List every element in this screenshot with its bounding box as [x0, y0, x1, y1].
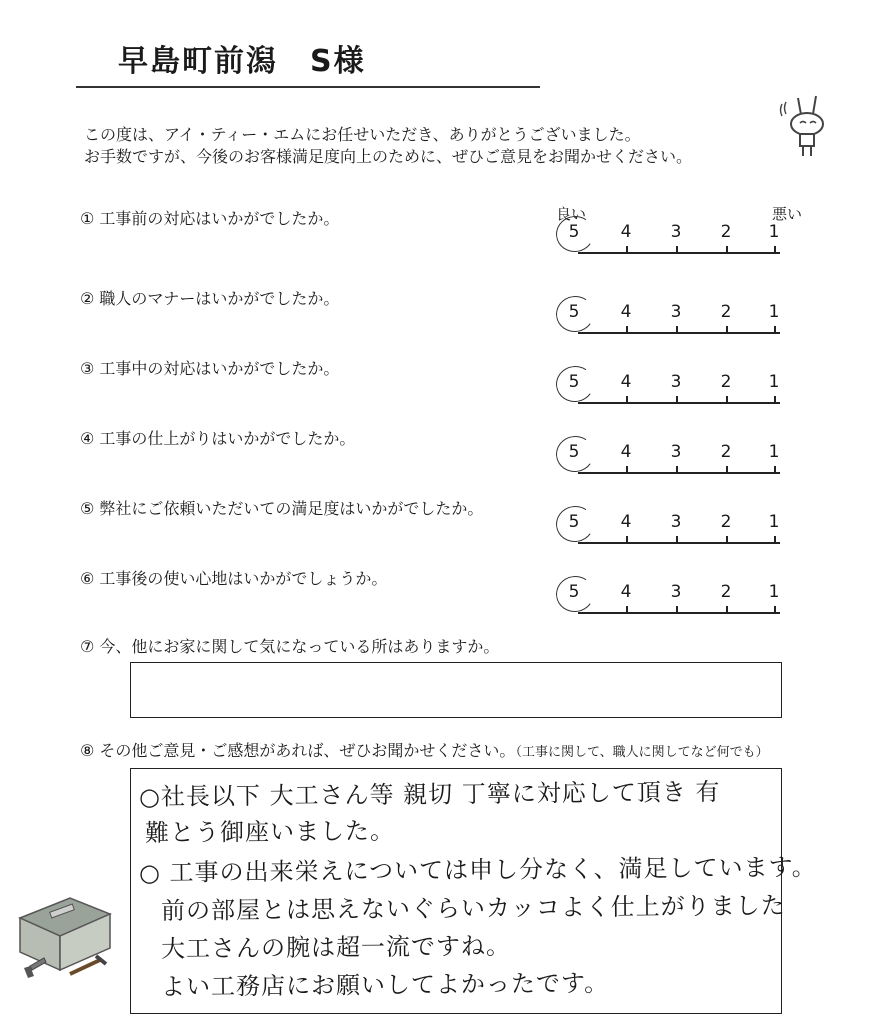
- handwritten-line: ○社長以下 大工さん等 親切 丁寧に対応して頂き 有: [138, 777, 721, 811]
- scale-option-3[interactable]: 3: [670, 302, 682, 322]
- rating-scale-3[interactable]: [558, 374, 798, 414]
- question-6-text: ⑥ 工事後の使い心地はいかがでしょうか。: [80, 569, 388, 588]
- scale-tick: [774, 246, 776, 254]
- selected-answer-circle: [553, 573, 597, 615]
- scale-option-3[interactable]: 3: [670, 222, 682, 242]
- question-8-note: （工事に関して、職人に関してなど何でも）: [515, 745, 769, 760]
- scale-tick: [676, 606, 678, 614]
- scale-option-1[interactable]: 1: [768, 302, 780, 322]
- scale-option-3[interactable]: 3: [670, 582, 682, 602]
- scale-tick: [626, 396, 628, 404]
- scale-option-1[interactable]: 1: [768, 582, 780, 602]
- scale-option-3[interactable]: 3: [670, 372, 682, 392]
- scale-line: [578, 252, 780, 254]
- question-4-text: ④ 工事の仕上がりはいかがでしたか。: [80, 429, 356, 448]
- scale-option-1[interactable]: 1: [768, 442, 780, 462]
- scale-option-5[interactable]: 5: [568, 372, 580, 392]
- scale-line: [578, 402, 780, 404]
- rating-scale-4[interactable]: [558, 444, 798, 484]
- selected-answer-circle: [553, 503, 597, 545]
- scale-option-4[interactable]: 4: [620, 302, 632, 322]
- scale-tick: [626, 466, 628, 474]
- scale-tick: [774, 326, 776, 334]
- scale-option-1[interactable]: 1: [768, 222, 780, 242]
- scale-tick: [676, 536, 678, 544]
- scale-option-5[interactable]: 5: [568, 222, 580, 242]
- scale-option-2[interactable]: 2: [720, 442, 732, 462]
- scale-option-3[interactable]: 3: [670, 512, 682, 532]
- scale-option-1[interactable]: 1: [768, 512, 780, 532]
- scale-tick: [676, 326, 678, 334]
- scale-tick: [774, 466, 776, 474]
- scale-option-5[interactable]: 5: [568, 442, 580, 462]
- scale-line: [578, 612, 780, 614]
- scale-option-5[interactable]: 5: [568, 512, 580, 532]
- scale-tick: [726, 326, 728, 334]
- selected-answer-circle: [553, 293, 597, 335]
- scale-tick: [774, 536, 776, 544]
- title-underline: [76, 86, 540, 88]
- intro-text: [84, 124, 692, 168]
- question-3-text: ③ 工事中の対応はいかがでしたか。: [80, 359, 340, 378]
- question-8-answer-box[interactable]: [130, 768, 817, 1014]
- scale-option-2[interactable]: 2: [720, 302, 732, 322]
- question-7-text: ⑦ 今、他にお家に関して気になっている所はありますか。: [80, 637, 500, 656]
- intro-line-1: この度は、アイ・ティー・エムにお任せいただき、ありがとうございました。: [84, 125, 641, 144]
- scale-option-4[interactable]: 4: [620, 582, 632, 602]
- intro-line-2: お手数ですが、今後のお客様満足度向上のために、ぜひご意見をお聞かせください。: [84, 147, 693, 166]
- scale-line: [578, 332, 780, 334]
- rabbit-mascot-icon: [776, 90, 836, 160]
- selected-answer-circle: [553, 363, 597, 405]
- handwritten-line: 難とう御座いました。: [144, 816, 396, 847]
- handwritten-line: 前の部屋とは思えないぐらいカッコよく仕上がりました: [160, 891, 786, 925]
- scale-tick: [774, 606, 776, 614]
- scale-option-2[interactable]: 2: [720, 372, 732, 392]
- scale-tick: [726, 606, 728, 614]
- scale-option-3[interactable]: 3: [670, 442, 682, 462]
- scale-option-4[interactable]: 4: [620, 372, 632, 392]
- scale-tick: [726, 466, 728, 474]
- rating-scale-1[interactable]: [558, 224, 798, 264]
- scale-tick: [626, 326, 628, 334]
- question-1-text: ① 工事前の対応はいかがでしたか。: [80, 209, 340, 228]
- scale-tick: [626, 536, 628, 544]
- scale-option-2[interactable]: 2: [720, 512, 732, 532]
- scale-option-4[interactable]: 4: [620, 222, 632, 242]
- question-8-label: ⑧ その他ご意見・ご感想があれば、ぜひお聞かせください。: [80, 741, 516, 760]
- scale-tick: [726, 396, 728, 404]
- rating-scale-5[interactable]: [558, 514, 798, 554]
- scale-tick: [676, 246, 678, 254]
- scale-line: [578, 472, 780, 474]
- scale-option-2[interactable]: 2: [720, 582, 732, 602]
- scale-option-5[interactable]: 5: [568, 582, 580, 602]
- scale-tick: [676, 396, 678, 404]
- question-5-text: ⑤ 弊社にご依頼いただいての満足度はいかがでしたか。: [80, 499, 484, 518]
- handwritten-line: よい工務店にお願いしてよかったです。: [160, 969, 610, 1001]
- scale-option-4[interactable]: 4: [620, 512, 632, 532]
- question-2-text: ② 職人のマナーはいかがでしたか。: [80, 289, 340, 308]
- toolbox-illustration-icon: [10, 878, 120, 988]
- scale-line: [578, 542, 780, 544]
- page-title: 早島町前潟 S様: [118, 44, 366, 79]
- scale-option-5[interactable]: 5: [568, 302, 580, 322]
- scale-label-bad: 悪い: [772, 205, 803, 223]
- handwritten-line: 大工さんの腕は超一流ですね。: [160, 931, 512, 963]
- question-8-text: [80, 738, 769, 761]
- scale-option-4[interactable]: 4: [620, 442, 632, 462]
- scale-tick: [726, 536, 728, 544]
- scale-label-good: 良い: [556, 205, 587, 223]
- rating-scale-2[interactable]: [558, 304, 798, 344]
- scale-option-1[interactable]: 1: [768, 372, 780, 392]
- scale-option-2[interactable]: 2: [720, 222, 732, 242]
- scale-tick: [626, 606, 628, 614]
- rating-scale-6[interactable]: [558, 584, 798, 624]
- scale-tick: [774, 396, 776, 404]
- question-7-answer-box[interactable]: [130, 662, 782, 718]
- selected-answer-circle: [553, 433, 597, 475]
- scale-tick: [676, 466, 678, 474]
- scale-tick: [726, 246, 728, 254]
- scale-tick: [626, 246, 628, 254]
- handwritten-line: ○ 工事の出来栄えについては申し分なく、満足しています。: [138, 853, 817, 887]
